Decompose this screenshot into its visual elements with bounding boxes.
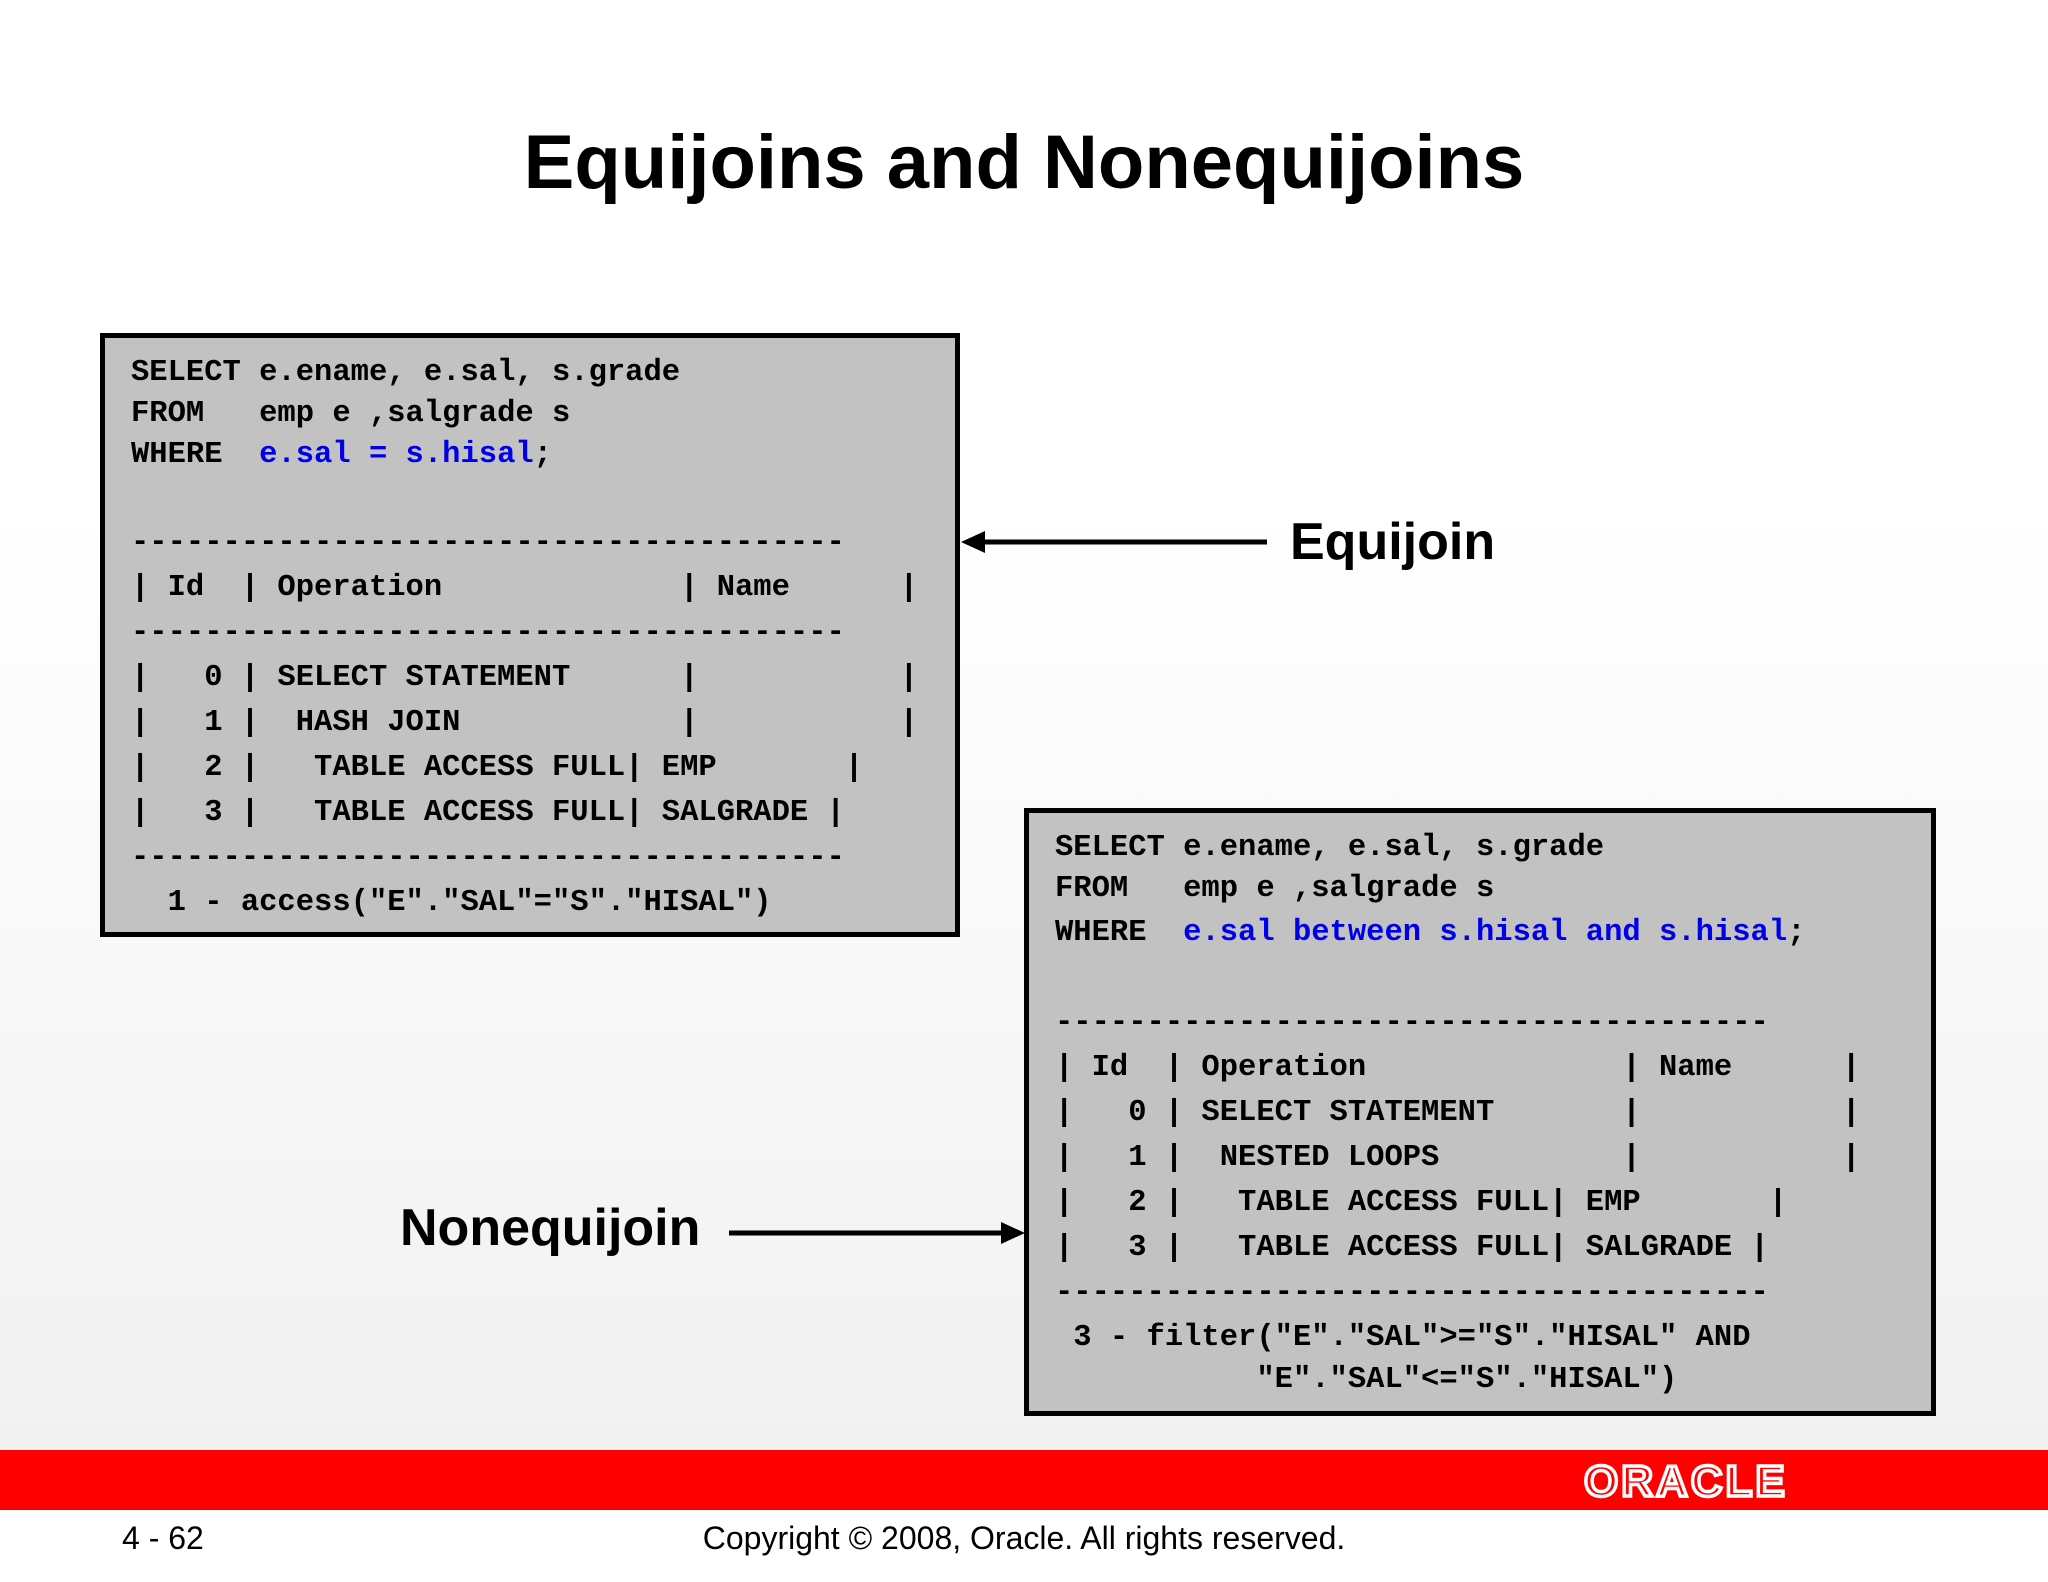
join-condition: e.sal = s.hisal [259,438,534,472]
plan-separator: --------------------------------------- [1055,1006,1769,1040]
nonequijoin-sql-line-2 [1055,874,1494,905]
sql-text: e.ename, e.sal, s.grade [259,356,681,390]
sql-keyword: FROM [1055,872,1184,906]
sql-keyword: WHERE [131,438,260,472]
plan-row: | 1 | NESTED LOOPS | | [1055,1141,1861,1175]
equijoin-sql-line-2 [131,399,570,430]
predicate-info-continued: "E"."SAL"<="S"."HISAL") [1055,1363,1678,1397]
plan-row: | 3 | TABLE ACCESS FULL| SALGRADE | [1055,1231,1769,1265]
page-number: 4 - 62 [122,1520,204,1556]
plan-row: | 1 | HASH JOIN | | [131,706,919,740]
sql-terminator: ; [1787,916,1806,950]
sql-text: emp e ,salgrade s [259,397,571,431]
plan-separator: --------------------------------------- [131,526,845,560]
nonequijoin-arrow [725,1216,1030,1250]
copyright-notice: Copyright © 2008, Oracle. All rights reserved. [702,1520,1346,1556]
plan-separator: --------------------------------------- [131,841,845,875]
equijoin-label: Equijoin [1290,513,1496,571]
plan-row: | 3 | TABLE ACCESS FULL| SALGRADE | [131,796,845,830]
plan-row: | 2 | TABLE ACCESS FULL| EMP | [131,751,864,785]
oracle-logo-text: ORACLE [1584,1458,1788,1502]
equijoin-sql-line-1 [131,358,680,389]
plan-row: | 0 | SELECT STATEMENT | | [131,661,919,695]
sql-keyword: WHERE [1055,916,1184,950]
nonequijoin-label: Nonequijoin [400,1199,701,1257]
nonequijoin-sql-line-3 [1055,918,1805,949]
sql-keyword: FROM [131,397,260,431]
nonequijoin-code-box [1024,808,1936,1416]
plan-separator: --------------------------------------- [131,616,845,650]
sql-text: e.ename, e.sal, s.grade [1183,831,1605,865]
plan-row: | 2 | TABLE ACCESS FULL| EMP | [1055,1186,1788,1220]
equijoin-arrow [955,525,1275,559]
sql-keyword: SELECT [1055,831,1184,865]
sql-terminator: ; [533,438,552,472]
oracle-logo [1584,1458,1834,1502]
plan-separator: --------------------------------------- [1055,1276,1769,1310]
sql-text: emp e ,salgrade s [1183,872,1495,906]
join-condition: e.sal between s.hisal and s.hisal [1183,916,1788,950]
plan-header: | Id | Operation | Name | [1055,1051,1861,1085]
nonequijoin-sql-line-1 [1055,833,1604,864]
slide-title: Equijoins and Nonequijoins [523,120,1525,205]
equijoin-sql-line-3 [131,440,552,471]
plan-header: | Id | Operation | Name | [131,571,919,605]
equijoin-code-box [100,333,960,937]
predicate-info: 3 - filter("E"."SAL">="S"."HISAL" AND [1055,1321,1751,1355]
sql-keyword: SELECT [131,356,260,390]
predicate-info: 1 - access("E"."SAL"="S"."HISAL") [131,886,772,920]
plan-row: | 0 | SELECT STATEMENT | | [1055,1096,1861,1130]
